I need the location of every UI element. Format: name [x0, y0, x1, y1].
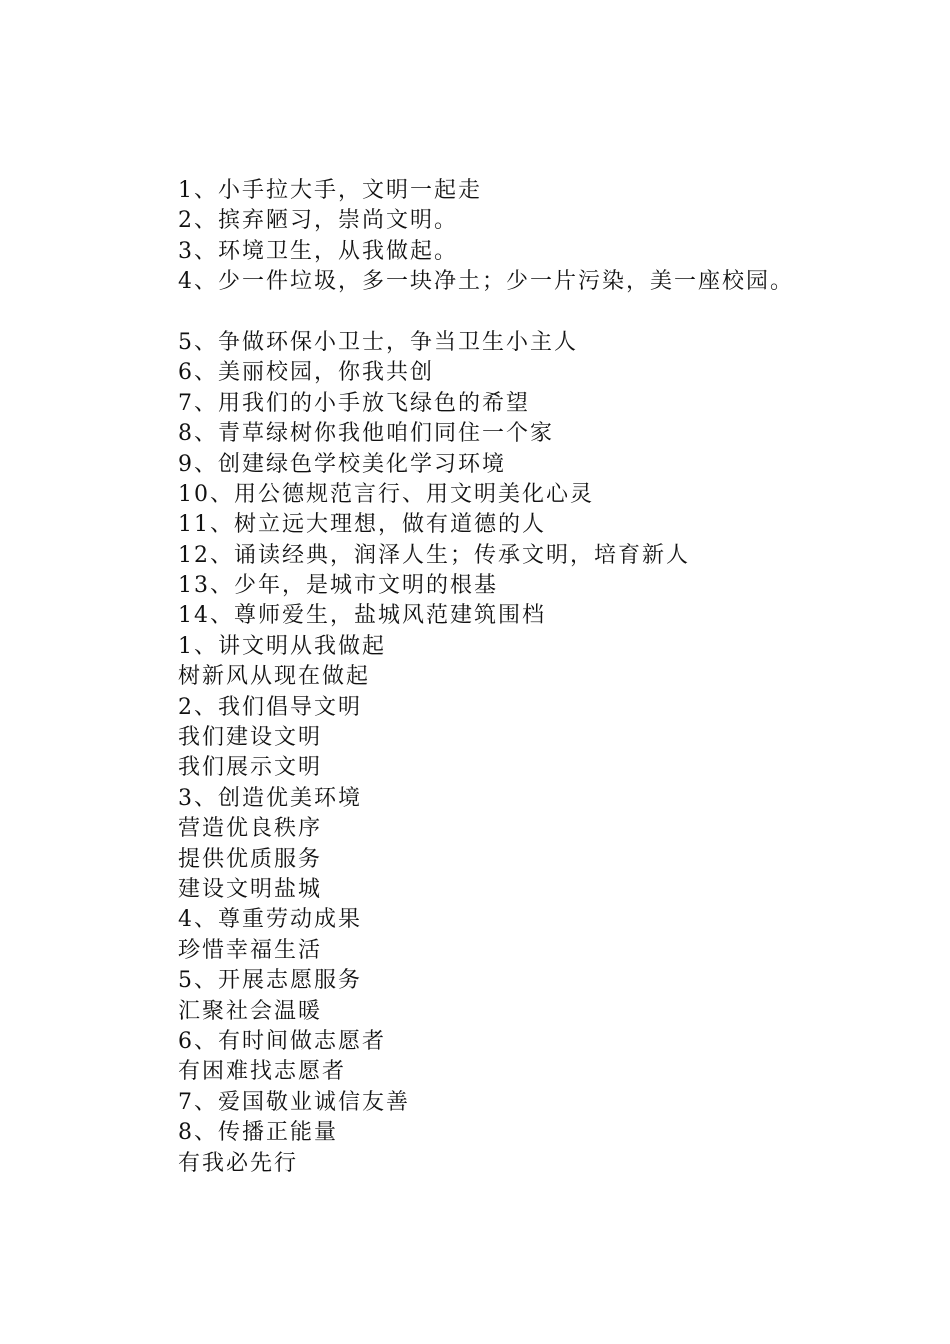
slogan-list	[178, 176, 878, 1179]
civic-slogan-8b: 有我必先行	[178, 1150, 299, 1176]
civic-slogan-3d: 建设文明盐城	[178, 876, 323, 902]
civic-slogan-5b: 汇聚社会温暖	[178, 998, 323, 1024]
slogan-line-6: 6、美丽校园，你我共创	[178, 360, 434, 386]
slogan-line-1: 1、小手拉大手，文明一起走	[178, 178, 482, 203]
civic-slogan-4b: 珍惜幸福生活	[178, 937, 323, 963]
slogan-line-5: 5、争做环保小卫士，争当卫生小主人	[178, 329, 578, 355]
civic-slogan-1a: 1、讲文明从我做起	[178, 633, 386, 659]
slogan-line-9: 9、创建绿色学校美化学习环境	[178, 451, 506, 477]
slogan-line-11: 11、树立远大理想，做有道德的人	[178, 512, 546, 538]
civic-slogan-4a: 4、尊重劳动成果	[178, 907, 362, 933]
civic-slogan-8a: 8、传播正能量	[178, 1120, 338, 1146]
slogan-line-10: 10、用公德规范言行、用文明美化心灵	[178, 481, 594, 507]
blank-line	[178, 298, 878, 328]
civic-slogan-7: 7、爱国敬业诚信友善	[178, 1089, 410, 1115]
civic-slogan-1b: 树新风从现在做起	[178, 664, 371, 690]
civic-slogan-3a: 3、创造优美环境	[178, 785, 362, 811]
civic-slogan-2a: 2、我们倡导文明	[178, 694, 362, 720]
civic-slogan-3c: 提供优质服务	[178, 846, 323, 872]
slogan-line-4: 4、少一件垃圾，多一块净土；少一片污染，美一座校园。	[178, 269, 794, 295]
slogan-line-7: 7、用我们的小手放飞绿色的希望	[178, 390, 530, 416]
civic-slogan-6a: 6、有时间做志愿者	[178, 1028, 386, 1054]
slogan-line-8: 8、青草绿树你我他咱们同住一个家	[178, 421, 554, 447]
civic-slogan-6b: 有困难找志愿者	[178, 1059, 347, 1085]
civic-slogan-3b: 营造优良秩序	[178, 816, 323, 842]
civic-slogan-2b: 我们建设文明	[178, 725, 323, 751]
civic-slogan-2c: 我们展示文明	[178, 755, 323, 781]
slogan-line-3: 3、环境卫生，从我做起。	[178, 238, 458, 264]
civic-slogan-5a: 5、开展志愿服务	[178, 968, 362, 994]
slogan-line-14: 14、尊师爱生，盐城风范建筑围档	[178, 603, 546, 629]
slogan-line-13: 13、少年，是城市文明的根基	[178, 573, 498, 599]
slogan-line-12: 12、诵读经典，润泽人生；传承文明，培育新人	[178, 542, 690, 568]
slogan-line-2: 2、摈弃陋习，崇尚文明。	[178, 208, 458, 234]
